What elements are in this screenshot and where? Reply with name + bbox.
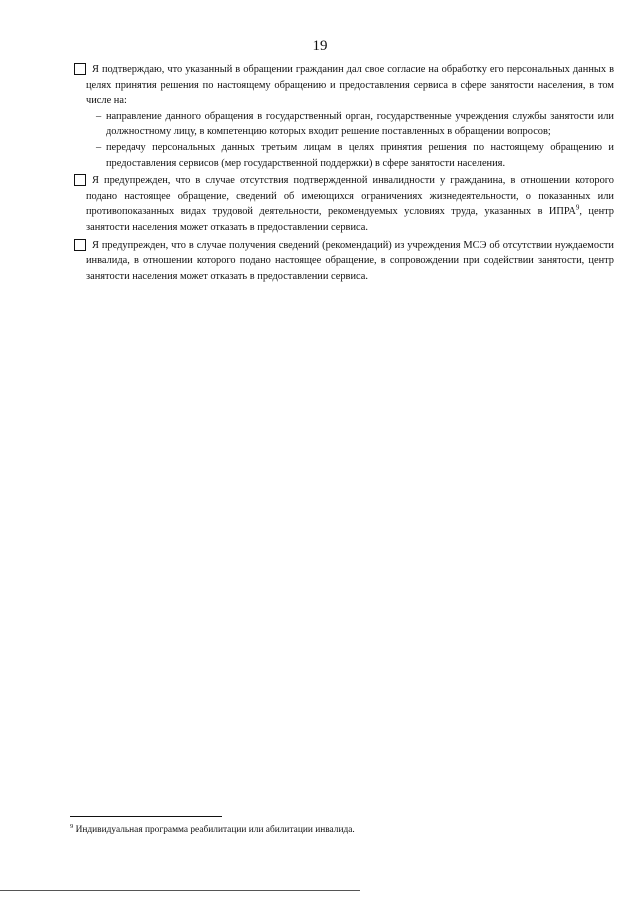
list-item-text: направление данного обращения в государственный орган, государственные учреждения службы занятости или должностному лицу, в компетенцию которых входит решение поставленных в обращении вопросов;	[106, 110, 614, 138]
footnote-divider	[70, 816, 222, 817]
footnote-reference[interactable]: 9	[575, 203, 580, 212]
consent-sub-list	[74, 109, 614, 171]
footnote	[70, 824, 590, 836]
page-number: 19	[312, 38, 328, 54]
scan-edge-line	[0, 890, 360, 891]
consent-item-disability-absence	[74, 173, 614, 235]
list-item	[74, 140, 614, 171]
consent-item-mse-recommendation	[74, 238, 614, 285]
consent-item-text-part: , центр занятости населения может отказать в предоставлении сервиса.	[86, 206, 615, 233]
consent-section	[74, 62, 614, 286]
list-dash: –	[96, 110, 102, 122]
consent-item-text-part: Я предупрежден, что в случае отсутствия подтвержденной инвалидности у гражданина, в отношении которого подано настоящее обращение, сведений об имеющихся ограничениях жизнедеятельности, о показанных или противопоказанных видах трудовой деятельности, рекомендуемых условиях труда, указанных в ИПРА	[86, 175, 614, 218]
list-dash: –	[96, 141, 102, 153]
consent-item-text: Я подтверждаю, что указанный в обращении гражданин дал свое согласие на обработку его персональных данных в целях принятия решения по настоящему обращению и предоставления сервиса в сфере занятости населения, в том числе на:	[86, 64, 614, 107]
consent-item-text: Я предупрежден, что в случае получения сведений (рекомендаций) из учреждения МСЭ об отсутствии нуждаемости инвалида, в отношении которого подано настоящее обращение, в сопровождении при содействии занятости, центр занятости населения может отказать в предоставлении сервиса.	[86, 239, 614, 282]
list-item-text: передачу персональных данных третьим лицам в целях принятия решения по настоящему обращению и предоставления сервисов (мер государственной поддержки) в сфере занятости населения.	[106, 141, 614, 169]
footnote-marker: 9	[70, 822, 74, 830]
personal-data-consent-checkbox[interactable]	[74, 63, 86, 75]
disability-absence-warning-checkbox[interactable]	[74, 174, 86, 186]
consent-item-personal-data	[74, 62, 614, 171]
consent-item-text	[74, 173, 614, 235]
list-item	[74, 109, 614, 140]
mse-recommendation-warning-checkbox[interactable]	[74, 239, 86, 251]
footnote-text: Индивидуальная программа реабилитации или абилитации инвалида.	[75, 825, 355, 835]
